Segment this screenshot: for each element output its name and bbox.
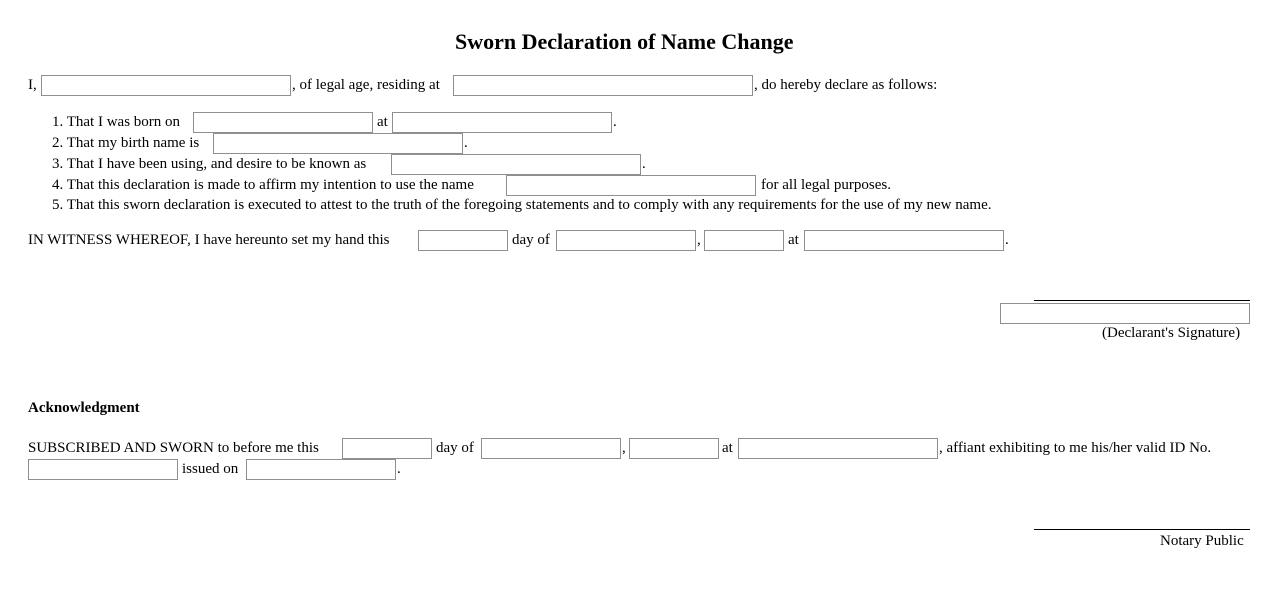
witness-period: . [1005, 232, 1009, 248]
witness-text: IN WITNESS WHEREOF, I have hereunto set my hand this [28, 232, 390, 248]
signature-line [1034, 300, 1250, 301]
witness-year-input[interactable] [704, 230, 784, 251]
item-2-period: . [464, 135, 468, 151]
item-1-period: . [613, 114, 617, 130]
item-1-at-text: at [377, 114, 388, 130]
notary-signature-line [1034, 529, 1250, 530]
witness-at-text: at [788, 232, 799, 248]
ack-at-text: at [722, 440, 733, 456]
ack-affiant-text: , affiant exhibiting to me his/her valid ID No. [939, 440, 1212, 456]
known-as-name-input[interactable] [391, 154, 641, 175]
ack-day-input[interactable] [342, 438, 432, 459]
item-3-period: . [642, 156, 646, 172]
acknowledgment-heading: Acknowledgment [28, 400, 140, 416]
ack-month-input[interactable] [481, 438, 621, 459]
birth-place-input[interactable] [392, 112, 612, 133]
ack-issued-on-text: issued on [182, 461, 239, 477]
item-4-text: 4. That this declaration is made to affirm my intention to use the name [52, 177, 474, 193]
ack-id-number-input[interactable] [28, 459, 178, 480]
ack-comma: , [622, 440, 626, 456]
birth-name-input[interactable] [213, 133, 463, 154]
item-4-suffix-text: for all legal purposes. [761, 177, 891, 193]
declarant-signature-input[interactable] [1000, 303, 1250, 324]
new-name-input[interactable] [506, 175, 756, 196]
ack-place-input[interactable] [738, 438, 938, 459]
ack-day-of-text: day of [436, 440, 474, 456]
declarant-name-input[interactable] [41, 75, 291, 96]
item-3-text: 3. That I have been using, and desire to be known as [52, 156, 367, 172]
ack-period: . [397, 461, 401, 477]
item-5-text: 5. That this sworn declaration is executed to attest to the truth of the foregoing statements and to comply with any requirements for the use of my new name. [52, 197, 992, 213]
witness-day-of-text: day of [512, 232, 550, 248]
intro-mid-text: , of legal age, residing at [292, 77, 440, 93]
witness-place-input[interactable] [804, 230, 1004, 251]
page-title: Sworn Declaration of Name Change [455, 29, 794, 54]
intro-suffix-text: , do hereby declare as follows: [754, 77, 938, 93]
witness-day-input[interactable] [418, 230, 508, 251]
notary-public-label: Notary Public [1160, 533, 1244, 549]
item-1-text: 1. That I was born on [52, 114, 181, 130]
witness-month-input[interactable] [556, 230, 696, 251]
subscribed-text: SUBSCRIBED AND SWORN to before me this [28, 440, 319, 456]
ack-year-input[interactable] [629, 438, 719, 459]
item-2-text: 2. That my birth name is [52, 135, 200, 151]
ack-issued-date-input[interactable] [246, 459, 396, 480]
witness-comma: , [697, 232, 701, 248]
declarant-signature-label: (Declarant's Signature) [1102, 325, 1241, 341]
residence-address-input[interactable] [453, 75, 753, 96]
birth-date-input[interactable] [193, 112, 373, 133]
intro-prefix: I, [28, 77, 37, 93]
